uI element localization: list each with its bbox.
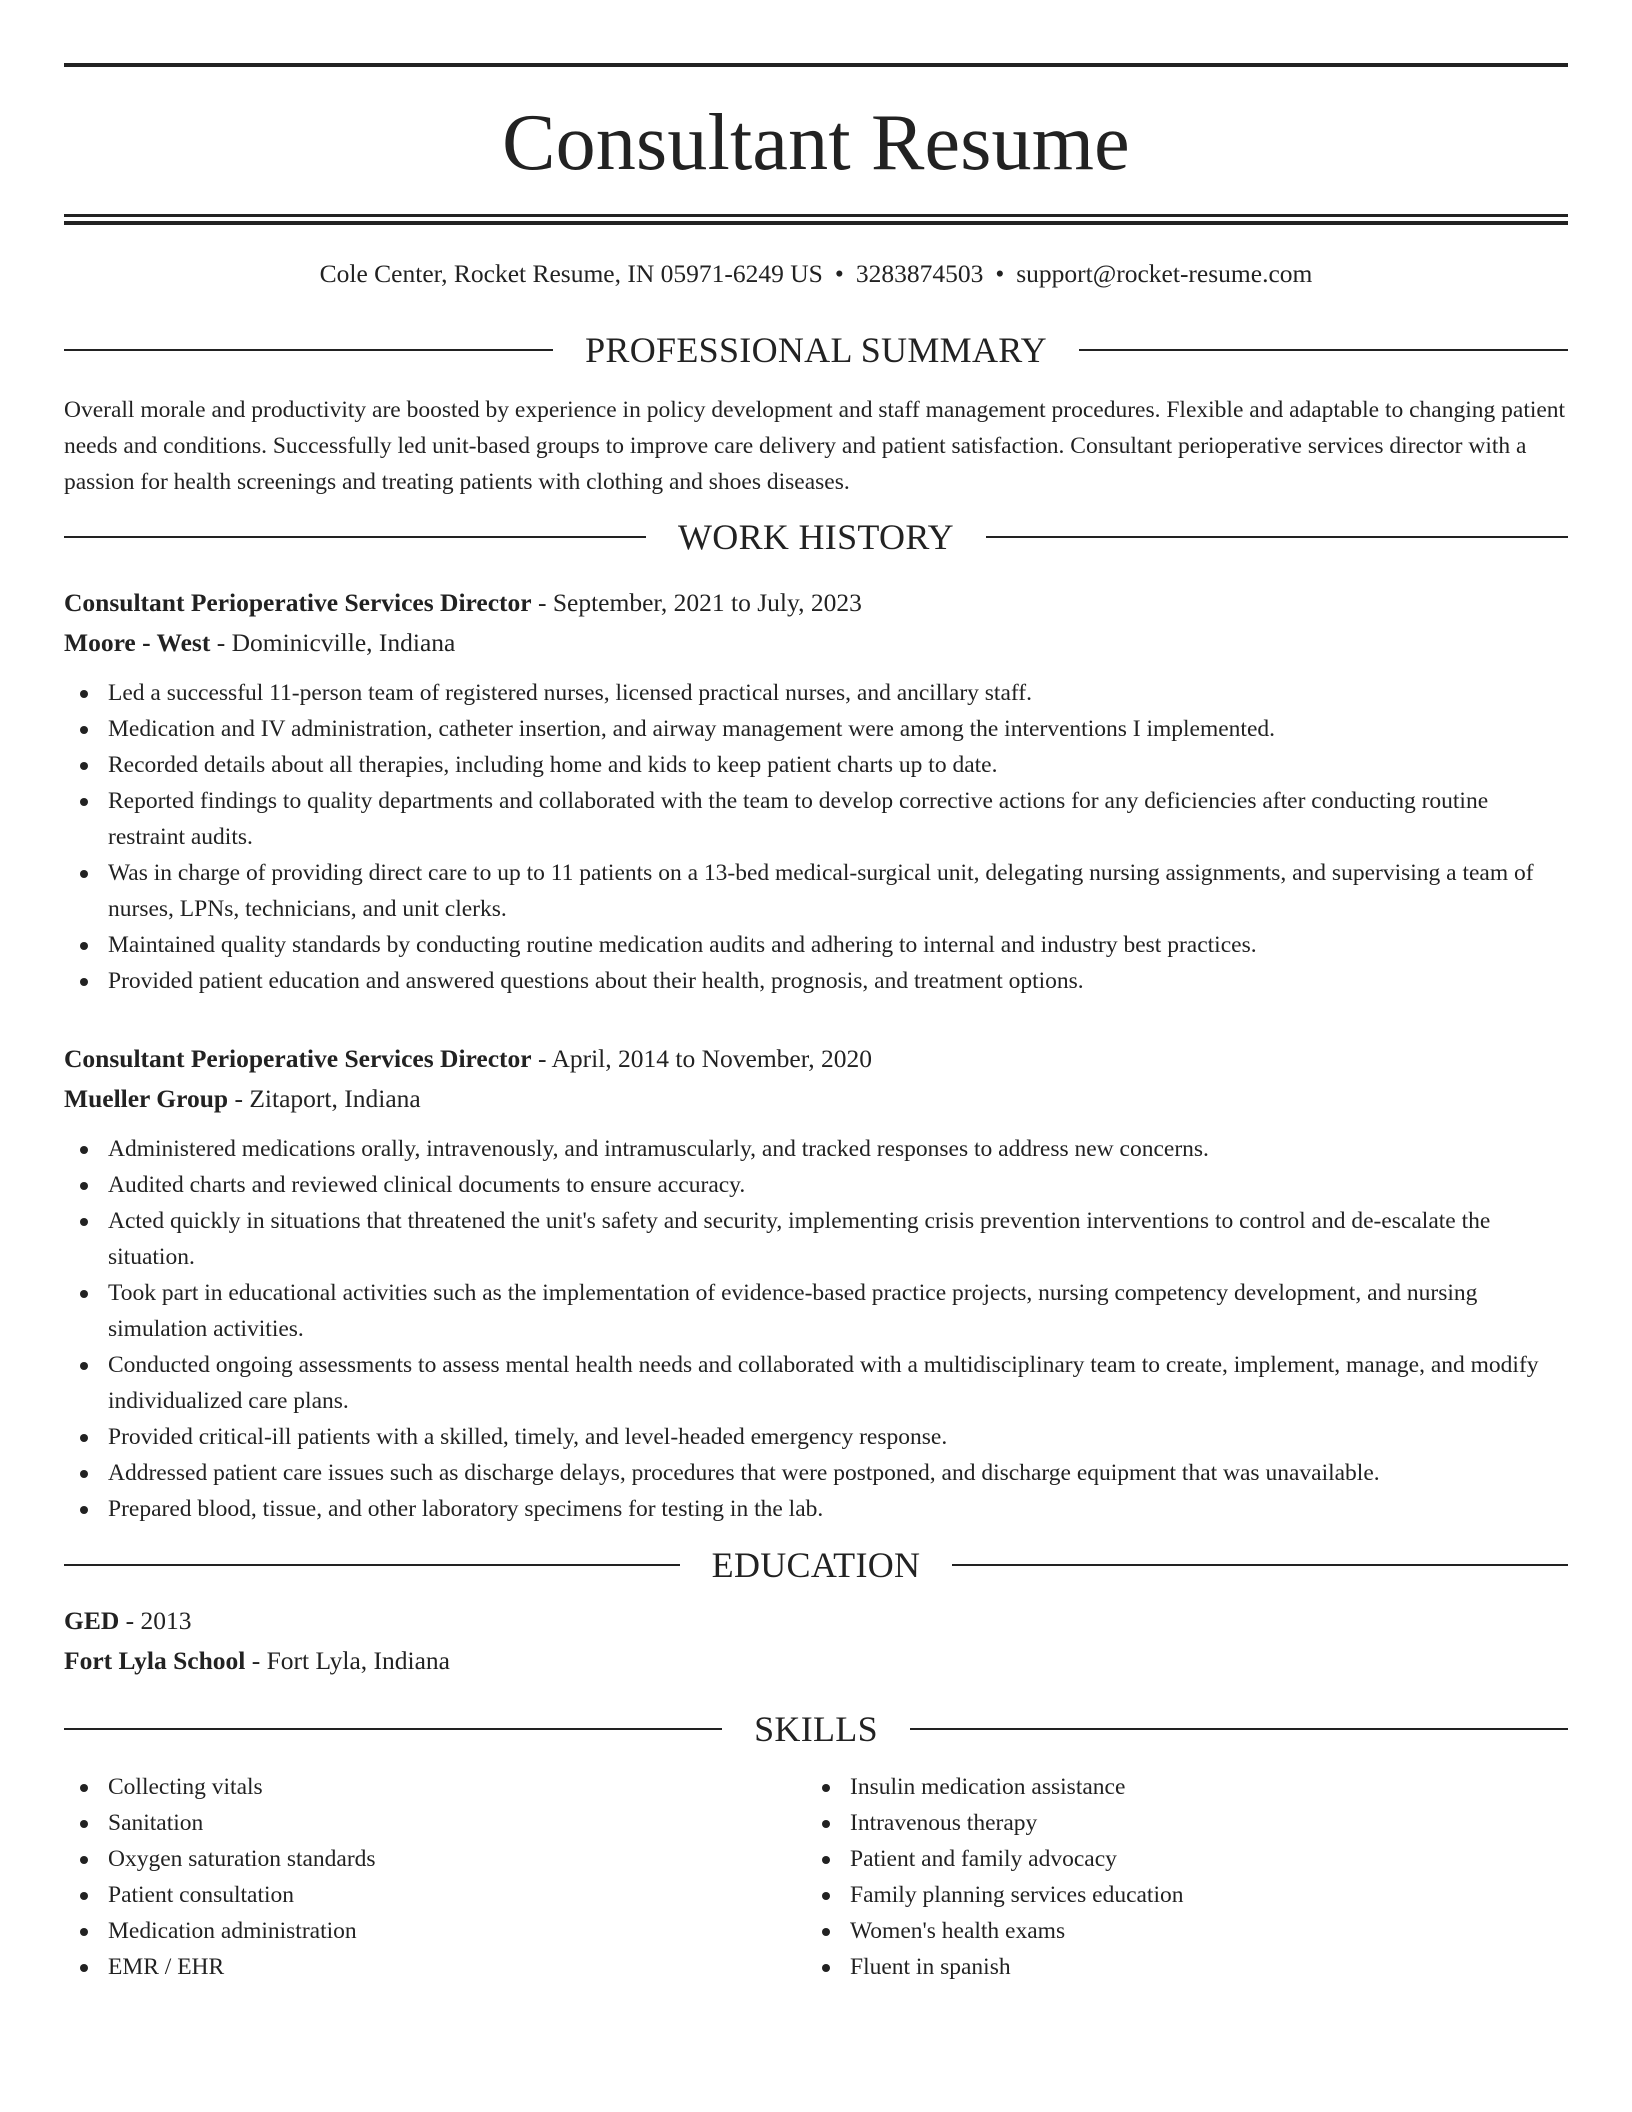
education-school: Fort Lyla School (64, 1645, 246, 1675)
list-item: Addressed patient care issues such as discharge delays, procedures that were postponed, and discharge equipment that was unavailable. (64, 1455, 1568, 1491)
list-item: Recorded details about all therapies, including home and kids to keep patient charts up to date. (64, 747, 1568, 783)
skill-item: Oxygen saturation standards (64, 1841, 806, 1877)
education-year: - 2013 (119, 1605, 192, 1635)
list-item: Reported findings to quality departments and collaborated with the team to develop corrective actions for any deficiencies after conducting routine restraint audits. (64, 783, 1568, 855)
job-dates: - April, 2014 to November, 2020 (531, 1043, 872, 1073)
summary-text: Overall morale and productivity are boosted by experience in policy development and staff management procedures. Flexible and adaptable to changing patient needs and conditions. Successfully led unit-based groups to improve care delivery and patient satisfaction. Consultant perioperative services director with a passion for health screenings and treating patients with clothing and shoes diseases. (64, 396, 1566, 495)
list-item: Medication and IV administration, catheter insertion, and airway management were among the interventions I implemented. (64, 711, 1568, 747)
education-degree: GED (64, 1605, 120, 1635)
job-dates: - September, 2021 to July, 2023 (531, 587, 862, 617)
contact-line (64, 259, 1568, 290)
job-entry (64, 583, 1568, 999)
section-title: WORK HISTORY (678, 516, 954, 557)
contact-separator: • (995, 259, 1005, 288)
skill-item: Patient and family advocacy (806, 1841, 1548, 1877)
top-rule (64, 63, 1568, 67)
title-double-rule (64, 214, 1568, 225)
contact-address: Cole Center, Rocket Resume, IN 05971-6249 US (319, 259, 823, 288)
skill-item: Collecting vitals (64, 1769, 806, 1805)
list-item: Prepared blood, tissue, and other laboratory specimens for testing in the lab. (64, 1491, 1568, 1527)
list-item: Was in charge of providing direct care to up to 11 patients on a 13-bed medical-surgical unit, delegating nursing assignments, and supervising a team of nurses, LPNs, technicians, and unit clerks. (64, 855, 1568, 927)
job-bullets (64, 675, 1568, 999)
job-company-line (64, 623, 1568, 663)
skill-item: Family planning services education (806, 1877, 1548, 1913)
job-company-line (64, 1079, 1568, 1119)
job-title: Consultant Perioperative Services Director (64, 1043, 532, 1073)
education-location: - Fort Lyla, Indiana (245, 1645, 451, 1675)
resume-title: Consultant Resume (502, 99, 1130, 187)
list-item: Provided patient education and answered questions about their health, prognosis, and treatment options. (64, 963, 1568, 999)
list-item: Conducted ongoing assessments to assess mental health needs and collaborated with a multidisciplinary team to create, implement, manage, and modify individualized care plans. (64, 1347, 1568, 1419)
education-degree-line (64, 1601, 1568, 1641)
section-title: SKILLS (754, 1708, 878, 1749)
skills-column-left (64, 1769, 806, 1985)
list-item: Provided critical-ill patients with a skilled, timely, and level-headed emergency response. (64, 1419, 1568, 1455)
skill-item: Intravenous therapy (806, 1805, 1548, 1841)
skill-item: Patient consultation (64, 1877, 806, 1913)
job-bullets (64, 1131, 1568, 1527)
education-entry (64, 1601, 1568, 1681)
skill-item: Women's health exams (806, 1913, 1548, 1949)
job-title: Consultant Perioperative Services Director (64, 587, 532, 617)
job-company: Moore - West (64, 627, 211, 657)
job-title-line (64, 583, 1568, 623)
skill-item: Medication administration (64, 1913, 806, 1949)
job-entry (64, 1039, 1568, 1527)
list-item: Took part in educational activities such as the implementation of evidence-based practice projects, nursing competency development, and nursing simulation activities. (64, 1275, 1568, 1347)
section-header-education (64, 1544, 1568, 1585)
skill-item: EMR / EHR (64, 1949, 806, 1985)
contact-separator: • (834, 259, 844, 288)
section-header-skills (64, 1708, 1568, 1749)
skills-grid (64, 1769, 1568, 1985)
education-school-line (64, 1641, 1568, 1681)
contact-phone: 3283874503 (855, 259, 984, 288)
job-company: Mueller Group (64, 1083, 229, 1113)
contact-email: support@rocket-resume.com (1016, 259, 1313, 288)
list-item: Led a successful 11-person team of registered nurses, licensed practical nurses, and ancillary staff. (64, 675, 1568, 711)
section-header-work-history (64, 516, 1568, 557)
job-location: - Dominicville, Indiana (210, 627, 456, 657)
skills-column-right (806, 1769, 1548, 1985)
list-item: Audited charts and reviewed clinical documents to ensure accuracy. (64, 1167, 1568, 1203)
section-header-summary (64, 329, 1568, 370)
list-item: Acted quickly in situations that threatened the unit's safety and security, implementing crisis prevention interventions to control and de-escalate the situation. (64, 1203, 1568, 1275)
skill-item: Fluent in spanish (806, 1949, 1548, 1985)
section-title: PROFESSIONAL SUMMARY (585, 329, 1047, 370)
list-item: Administered medications orally, intravenously, and intramuscularly, and tracked responses to address new concerns. (64, 1131, 1568, 1167)
skill-item: Sanitation (64, 1805, 806, 1841)
job-title-line (64, 1039, 1568, 1079)
skill-item: Insulin medication assistance (806, 1769, 1548, 1805)
job-location: - Zitaport, Indiana (228, 1083, 421, 1113)
list-item: Maintained quality standards by conducting routine medication audits and adhering to internal and industry best practices. (64, 927, 1568, 963)
section-title: EDUCATION (711, 1544, 921, 1585)
